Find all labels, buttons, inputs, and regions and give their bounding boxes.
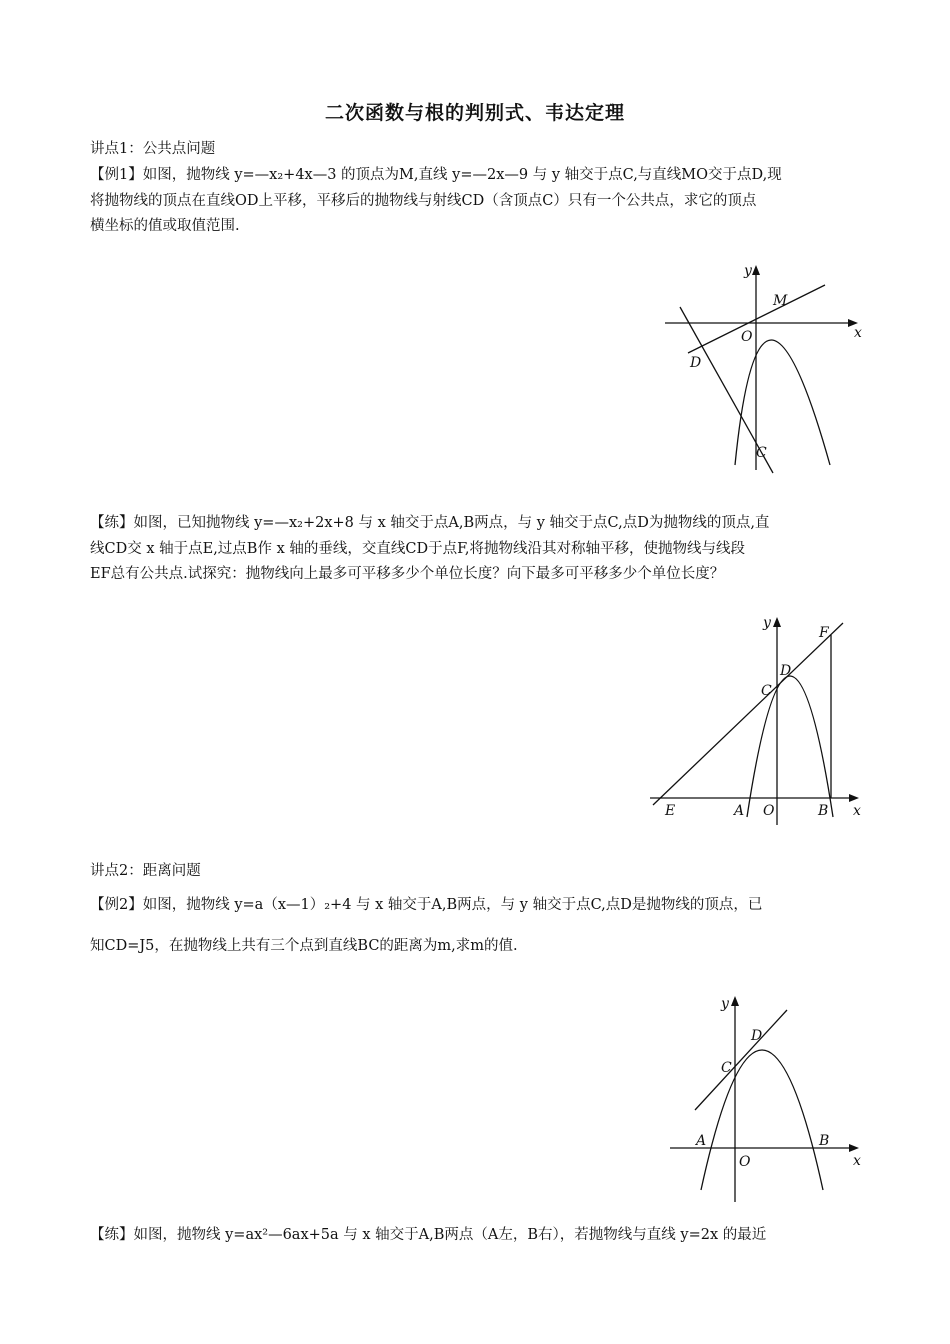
fig1-label-c: C: [756, 445, 767, 461]
practice1-label: 【练】: [90, 515, 134, 531]
fig1-label-x: x: [854, 325, 862, 341]
fig3-label-c: C: [721, 1060, 732, 1076]
example2-label: 【例2】: [90, 897, 143, 913]
example1-line2: 将抛物线的顶点在直线OD上平移，平移后的抛物线与射线CD（含顶点C）只有一个公共点，求它的顶点: [90, 193, 757, 209]
fig2-parabola: [747, 676, 833, 817]
practice2-line1: [90, 1222, 865, 1248]
fig1-y-arrow: [752, 265, 760, 275]
fig3-y-arrow: [731, 996, 739, 1006]
section1-heading: 讲点1：公共点问题: [90, 141, 216, 157]
practice1-line1: [90, 510, 865, 536]
fig3-label-y: y: [721, 996, 729, 1012]
fig2-label-f: F: [819, 625, 829, 641]
fig3-x-arrow: [849, 1144, 859, 1152]
page-title: 二次函数与根的判别式、韦达定理: [324, 102, 625, 124]
fig2-label-y: y: [763, 615, 771, 631]
fig1-label-d: D: [690, 355, 702, 371]
fig3-label-a: A: [696, 1133, 707, 1149]
fig3-line-cd: [695, 1010, 787, 1110]
practice1-line3: EF总有公共点.试探究：抛物线向上最多可平移多少个单位长度？向下最多可平移多少个单位长度？: [90, 566, 725, 582]
figure-1: [660, 255, 875, 475]
example2-line1: [90, 892, 865, 918]
section2-heading: 讲点2：距离问题: [90, 863, 201, 879]
example1-line1: [90, 162, 865, 188]
fig3-parabola: [701, 1050, 823, 1190]
fig3-label-b: B: [819, 1133, 830, 1149]
fig2-label-d: D: [780, 663, 792, 679]
fig1-label-y: y: [744, 263, 752, 279]
fig2-line-ef: [653, 623, 843, 805]
example2-line2: 知CD=J5，在抛物线上共有三个点到直线BC的距离为m,求m的值.: [90, 938, 518, 954]
figure-2: [645, 605, 875, 830]
fig2-label-x: x: [853, 803, 861, 819]
practice1-text1: 如图，已知抛物线 y=—x₂+2x+8 与 x 轴交于点A,B两点，与 y 轴交于点C,点D为抛物线的顶点,直: [133, 515, 770, 531]
figure-3: [665, 990, 870, 1205]
practice2-label: 【练】: [90, 1227, 134, 1243]
fig2-label-a: A: [734, 803, 745, 819]
practice1-line2: 线CD交 x 轴于点E,过点B作 x 轴的垂线，交直线CD于点F,将抛物线沿其对称轴平移，使抛物线与线段: [90, 541, 745, 557]
example1-line3: 横坐标的值或取值范围.: [90, 218, 240, 234]
example1-label: 【例1】: [90, 167, 143, 183]
fig2-label-b: B: [818, 803, 829, 819]
fig2-label-e: E: [665, 803, 676, 819]
fig2-x-arrow: [849, 794, 859, 802]
fig1-parabola: [735, 340, 830, 465]
fig2-label-o: O: [763, 803, 775, 819]
fig2-y-arrow: [773, 617, 781, 627]
fig1-label-o: O: [741, 329, 753, 345]
practice2-text1: 如图，抛物线 y=ax²—6ax+5a 与 x 轴交于A,B两点（A左，B右），若抛物线与直线 y=2x 的最近: [133, 1227, 767, 1243]
fig3-label-x: x: [853, 1153, 861, 1169]
example1-text1: 如图，抛物线 y=—x₂+4x—3 的顶点为M,直线 y=—2x—9 与 y 轴交于点C,与直线MO交于点D,现: [142, 167, 782, 183]
fig3-label-o: O: [739, 1154, 751, 1170]
fig3-label-d: D: [751, 1028, 763, 1044]
example2-text1: 如图，抛物线 y=a（x—1）₂+4 与 x 轴交于A,B两点，与 y 轴交于点C,点D是抛物线的顶点，已: [142, 897, 763, 913]
fig1-label-m: M: [773, 293, 788, 309]
fig2-label-c: C: [761, 683, 772, 699]
